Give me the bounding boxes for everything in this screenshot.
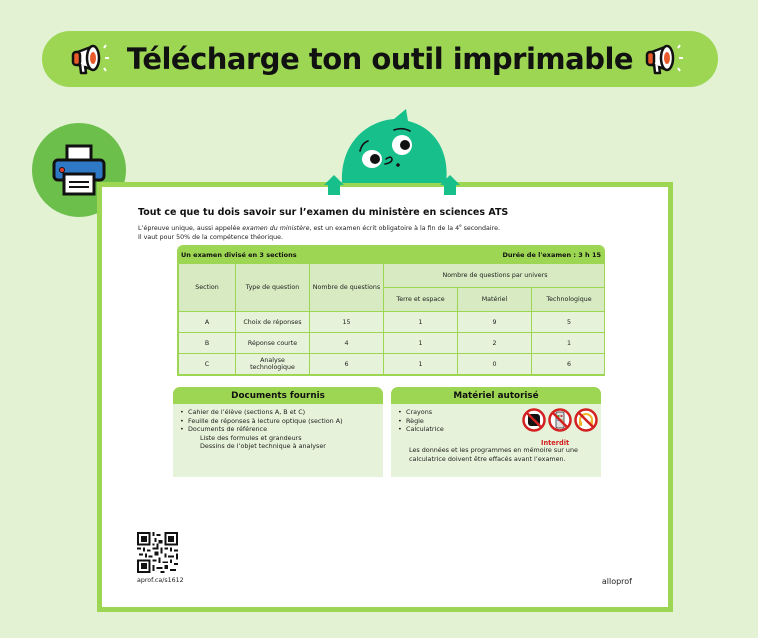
col-header-materiel: Matériel bbox=[458, 288, 532, 312]
documents-box bbox=[173, 387, 383, 477]
brand-logo: alloprof bbox=[601, 577, 632, 586]
calculator-note: Les données et les programmes en mémoire sur une calculatrice doivent être effacés avant l’examen. bbox=[409, 446, 578, 463]
cell-count: 15 bbox=[310, 312, 384, 333]
no-phone-icon bbox=[548, 408, 572, 432]
cell-terre: 1 bbox=[384, 312, 458, 333]
sub-item: Liste des formules et grandeurs bbox=[200, 433, 302, 442]
list-item: • Règle bbox=[396, 417, 596, 426]
cell-techno: 1 bbox=[532, 333, 606, 354]
col-header-section: Section bbox=[179, 264, 236, 312]
list-item: • Calculatrice bbox=[396, 425, 596, 434]
cell-techno: 5 bbox=[532, 312, 606, 333]
qr-code[interactable] bbox=[137, 532, 178, 573]
documents-title: Documents fournis bbox=[173, 387, 383, 404]
download-banner[interactable] bbox=[42, 31, 718, 87]
cell-type: Choix de réponses bbox=[236, 312, 310, 333]
cell-terre: 1 bbox=[384, 333, 458, 354]
materiel-title: Matériel autorisé bbox=[391, 387, 601, 404]
table-title: Un examen divisé en 3 sections bbox=[181, 250, 297, 259]
sub-item: Dessins de l’objet technique à analyser bbox=[200, 442, 326, 451]
list-item: • Feuille de réponses à lecture optique (section A) bbox=[178, 417, 378, 426]
exam-sections-table bbox=[177, 245, 605, 376]
list-item: • Crayons bbox=[396, 408, 596, 417]
no-headphones-icon bbox=[574, 408, 598, 432]
cell-type: Analyse technologique bbox=[236, 354, 310, 375]
list-item: • Documents de référence bbox=[178, 425, 378, 434]
col-header-count: Nombre de questions bbox=[310, 264, 384, 312]
col-header-univers: Nombre de questions par univers bbox=[384, 264, 606, 288]
cell-section: B bbox=[179, 333, 236, 354]
card-title: Tout ce que tu dois savoir sur l’examen du ministère en sciences ATS bbox=[138, 207, 509, 218]
megaphone-icon bbox=[71, 39, 115, 79]
col-header-techno: Technologique bbox=[532, 288, 606, 312]
table-row bbox=[179, 333, 606, 354]
cell-type: Réponse courte bbox=[236, 333, 310, 354]
cell-count: 4 bbox=[310, 333, 384, 354]
exam-duration: Durée de l'examen : 3 h 15 bbox=[502, 250, 601, 259]
cell-count: 6 bbox=[310, 354, 384, 375]
cell-section: A bbox=[179, 312, 236, 333]
col-header-terre: Terre et espace bbox=[384, 288, 458, 312]
banner-title: Télécharge ton outil imprimable bbox=[126, 42, 634, 76]
megaphone-icon bbox=[645, 39, 689, 79]
col-header-type: Type de question bbox=[236, 264, 310, 312]
no-smartwatch-icon bbox=[522, 408, 546, 432]
forbidden-label: Interdit bbox=[541, 439, 570, 447]
cell-materiel: 9 bbox=[458, 312, 532, 333]
table-row bbox=[179, 312, 606, 333]
card-intro: L’épreuve unique, aussi appelée examen du ministère, est un examen écrit obligatoire à la fin de la 4e secondaire. Il vaut pour 50% de la compétence théorique. bbox=[138, 223, 500, 242]
forbidden-icons bbox=[522, 408, 598, 432]
cell-section: C bbox=[179, 354, 236, 375]
materiel-box bbox=[391, 387, 601, 477]
cell-materiel: 0 bbox=[458, 354, 532, 375]
table-header-bar bbox=[178, 246, 604, 263]
info-card bbox=[97, 182, 673, 612]
cell-materiel: 2 bbox=[458, 333, 532, 354]
mascot-character bbox=[322, 103, 468, 195]
cell-techno: 6 bbox=[532, 354, 606, 375]
list-item: • Cahier de l’élève (sections A, B et C) bbox=[178, 408, 378, 417]
table-row bbox=[179, 354, 606, 375]
cell-terre: 1 bbox=[384, 354, 458, 375]
short-url[interactable]: aprof.ca/s1612 bbox=[137, 577, 184, 584]
